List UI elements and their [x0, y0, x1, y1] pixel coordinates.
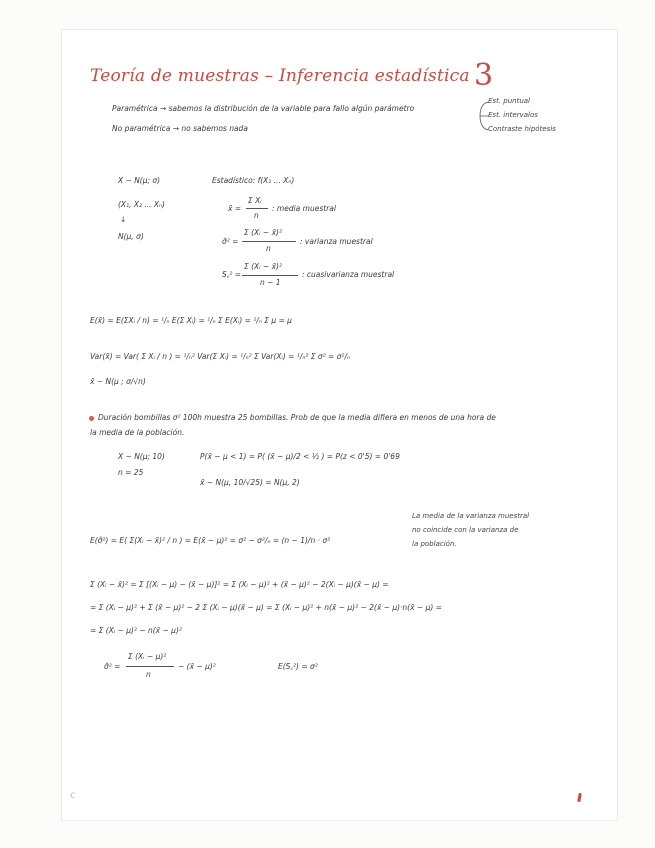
variance-numerator: Σ (Xᵢ − x̄)²: [244, 228, 282, 237]
branch-hypothesis-test: Contraste hipótesis: [488, 125, 556, 133]
intro-nonparametric: No paramétrica → no sabemos nada: [112, 124, 248, 133]
final-variance-rest: − (x̄ − μ)²: [178, 662, 216, 671]
page-title: Teoría de muestras – Inferencia estadística: [90, 66, 470, 86]
population-distribution: X ∼ N(μ; σ): [118, 176, 161, 185]
final-variance-numerator: Σ (Xᵢ − μ)²: [128, 652, 167, 661]
variance-of-mean: Var(x̄) = Var( Σ Xᵢ / n ) = ¹/ₙ² Var(Σ Xᵢ) = ¹/ₙ² Σ Var(Xᵢ) = ¹/ₙ² Σ σ² = σ²/ₙ: [90, 352, 350, 361]
note-line3: la población.: [412, 540, 457, 548]
quasivariance-numerator: Σ (Xᵢ − x̄)²: [244, 262, 282, 271]
example-given-n: n = 25: [118, 468, 144, 477]
bullet-icon: [89, 416, 94, 421]
quasivariance-denominator: n − 1: [260, 278, 281, 287]
expected-quasivariance: E(S꜀²) = σ²: [278, 662, 318, 671]
example-statement-line1: Duración bombillas σ² 100h muestra 25 bombillas. Prob de que la media difiera en menos de una hora de: [98, 413, 496, 422]
branch-brace-icon: [474, 100, 490, 132]
mean-lhs: x̄ =: [228, 204, 242, 213]
note-line2: no coincide con la varianza de: [412, 526, 519, 534]
final-variance-fraction-line: [126, 666, 174, 667]
sample-distribution: N(μ, σ): [118, 232, 144, 241]
variance-lhs: σ̂² =: [222, 237, 239, 246]
quasivariance-label: : cuasivarianza muestral: [302, 270, 395, 279]
expected-mean: E(x̄) = E(ΣXᵢ / n) = ¹/ₙ E(Σ Xᵢ) = ¹/ₙ Σ E(Xᵢ) = ¹/ₙ Σ μ = μ: [90, 316, 292, 325]
quasivariance-fraction-line: [242, 275, 298, 276]
intro-parametric: Paramétrica → sabemos la distribución de la variable para fallo algún parámetro: [112, 104, 415, 113]
page-number: 3: [474, 58, 494, 93]
sample-vector: (X₁, X₂ ... Xₙ): [118, 200, 165, 209]
variance-label: : varianza muestral: [300, 237, 373, 246]
derivation-line1: Σ (Xᵢ − x̄)² = Σ [(Xᵢ − μ) − (x̄ − μ)]² = Σ (Xᵢ − μ)² + (x̄ − μ)² − 2(Xᵢ − μ)(x̄ − μ) =: [90, 580, 389, 589]
final-variance-denominator: n: [146, 670, 151, 679]
note-line1: La media de la varianza muestral: [412, 512, 530, 520]
down-arrow-icon: ↓: [120, 215, 127, 224]
mean-fraction-line: [246, 208, 268, 209]
branch-point-estimation: Est. puntual: [488, 97, 530, 105]
example-probability: P(x̄ − μ < 1) = P( (x̄ − μ)/2 < ½ ) = P(z < 0'5) = 0'69: [200, 452, 400, 461]
expected-variance: E(σ̂²) = E( Σ(Xᵢ − x̄)² / n ) = E(x̄ − μ)² = σ² − σ²/ₙ = (n − 1)/n · σ²: [90, 536, 331, 545]
mean-numerator: Σ Xᵢ: [248, 196, 262, 205]
quasivariance-lhs: S꜀² =: [222, 270, 242, 279]
edge-mark-left: c: [70, 790, 76, 801]
example-given-distribution: X ∼ N(μ; 10): [118, 452, 165, 461]
variance-denominator: n: [266, 244, 271, 253]
variance-fraction-line: [242, 241, 296, 242]
mean-distribution: x̄ ∼ N(μ ; σ/√n): [90, 377, 146, 386]
branch-interval-estimation: Est. intervalos: [488, 111, 538, 119]
mean-denominator: n: [254, 211, 259, 220]
final-variance-lhs: σ̂² =: [104, 662, 121, 671]
mean-label: : media muestral: [272, 204, 336, 213]
notebook-page: [62, 30, 617, 820]
example-mean-distribution: x̄ ∼ N(μ, 10/√25) = N(μ, 2): [200, 478, 300, 487]
derivation-line3: = Σ (Xᵢ − μ)² − n(x̄ − μ)²: [90, 626, 182, 635]
statistic-definition: Estadístico: f(X₁ ... Xₙ): [212, 176, 295, 185]
example-statement-line2: la media de la población.: [90, 428, 185, 437]
derivation-line2: = Σ (Xᵢ − μ)² + Σ (x̄ − μ)² − 2 Σ (Xᵢ − μ)(x̄ − μ) = Σ (Xᵢ − μ)² + n(x̄ − μ)² − 2(x̄ − μ)·n(x̄ − μ) =: [90, 603, 442, 612]
